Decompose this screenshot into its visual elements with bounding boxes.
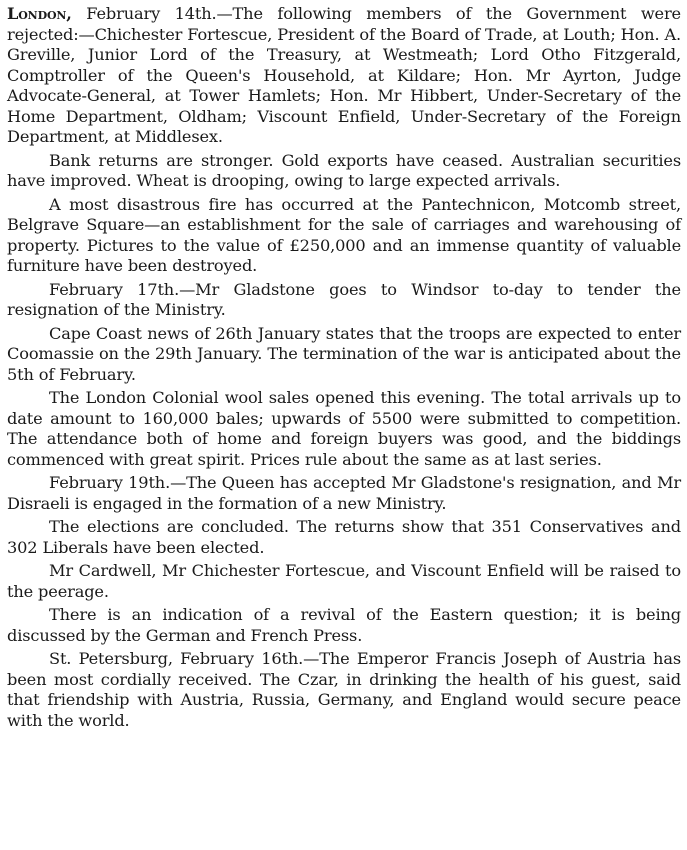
paragraph-london-feb-14 [7,4,681,148]
paragraph-feb-17-gladstone: February 17th.—Mr Gladstone goes to Windsor to-day to tender the resignation of the Ministry. [7,279,681,319]
paragraph-wool-sales: The London Colonial wool sales opened this evening. The total arrivals up to date amount to 160,000 bales; upwards of 5500 were submitted to competition. The attendance both of home and foreign buyers was good, and the biddings commenced with great spirit. Prices rule about the same as at last series. [7,388,681,469]
paragraph-elections: The elections are concluded. The returns show that 351 Conservatives and 302 Liberals have been elected. [7,517,681,557]
paragraph-text: February 14th.—The following members of the Government were rejected:—Chichester Fortescue, President of the Board of Trade, at Louth; Hon. A. Greville, Junior Lord of the Treasury, at Westmeath; Lord Otho Fitzgerald, Comptroller of the Queen's Household, at Kildare; Hon. Mr Ayrton, Judge Advocate-General, at Tower Hamlets; Hon. Mr Hibbert, Under-Secretary of the Home Department, Oldham; Viscount Enfield, Under-Secretary of the Foreign Department, at Middlesex. [7,4,681,146]
paragraph-st-petersburg: St. Petersburg, February 16th.—The Emperor Francis Joseph of Austria has been most cordially received. The Czar, in drinking the health of his guest, said that friendship with Austria, Russia, Germany, and England would secure peace with the world. [7,649,681,730]
paragraph-cape-coast: Cape Coast news of 26th January states that the troops are expected to enter Coomassie on the 29th January. The termination of the war is anticipated about the 5th of February. [7,323,681,384]
news-column [7,4,681,734]
paragraph-bank-returns: Bank returns are stronger. Gold exports have ceased. Australian securities have improved. Wheat is drooping, owing to large expected arrivals. [7,150,681,190]
paragraph-eastern-question: There is an indication of a revival of the Eastern question; it is being discussed by the German and French Press. [7,605,681,645]
paragraph-feb-19-resignation: February 19th.—The Queen has accepted Mr Gladstone's resignation, and Mr Disraeli is engaged in the formation of a new Ministry. [7,473,681,513]
dateline-lead: London, [7,4,72,23]
paragraph-peerage: Mr Cardwell, Mr Chichester Fortescue, and Viscount Enfield will be raised to the peerage. [7,561,681,601]
paragraph-pantechnicon-fire: A most disastrous fire has occurred at the Pantechnicon, Motcomb street, Belgrave Square—an establishment for the sale of carriages and warehousing of property. Pictures to the value of £250,000 and an immense quantity of valuable furniture have been destroyed. [7,194,681,275]
